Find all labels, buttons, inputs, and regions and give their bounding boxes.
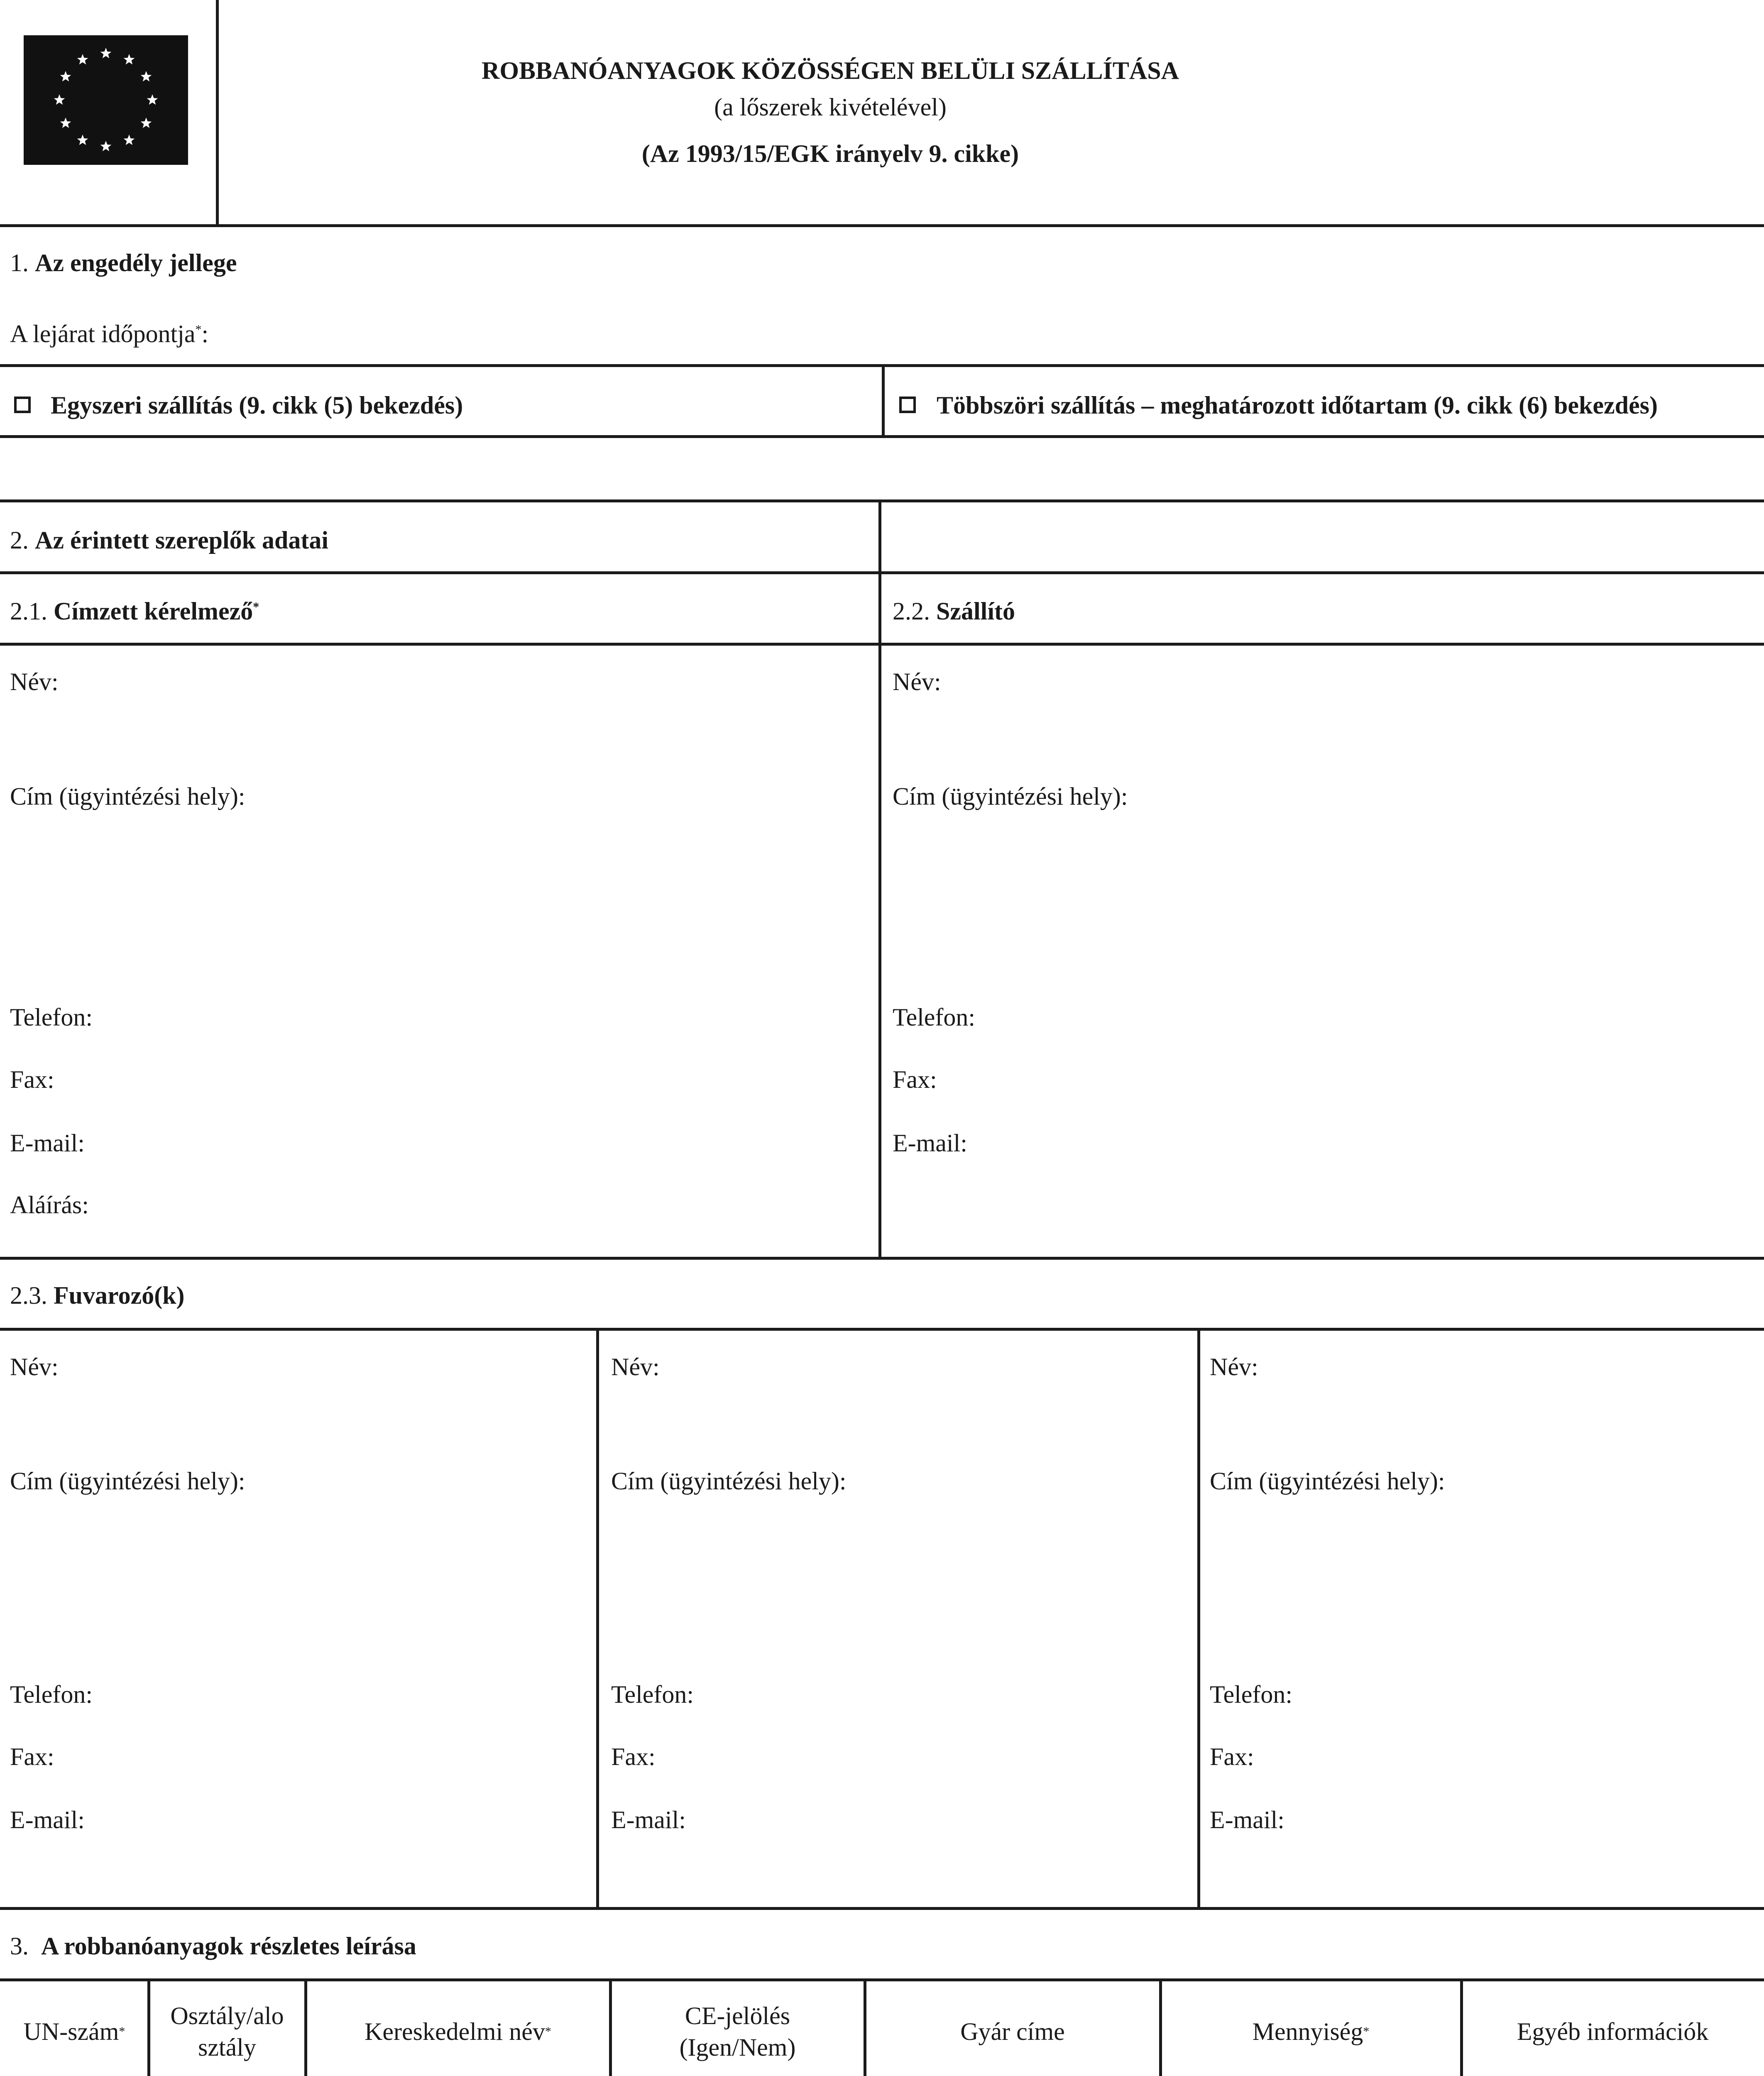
section1-heading: 1. Az engedély jellege <box>10 249 237 277</box>
applicant-phone-label: Telefon: <box>10 1004 93 1031</box>
section3-heading: 3. A robbanóanyagok részletes leírása <box>10 1932 416 1960</box>
carrier1-name-label: Név: <box>10 1353 59 1381</box>
carrier3-phone-label: Telefon: <box>1210 1681 1293 1708</box>
carrier2-name-label: Név: <box>611 1353 660 1381</box>
section23-heading: 2.3. Fuvarozó(k) <box>10 1282 185 1309</box>
table-header-class-subclass: Osztály/alo sztály <box>170 2002 284 2061</box>
carrier3-address-label: Cím (ügyintézési hely): <box>1210 1467 1445 1495</box>
section22-heading: 2.2. Szállító <box>893 597 1015 625</box>
table-header-quantity: Mennyiség * <box>1252 2017 1370 2045</box>
supplier-phone-label: Telefon: <box>893 1004 976 1031</box>
eu-flag-icon <box>24 35 188 165</box>
supplier-address-label: Cím (ügyintézési hely): <box>893 783 1128 810</box>
table-header-trade-name: Kereskedelmi név * <box>365 2017 551 2045</box>
section2-heading: 2. Az érintett szereplők adatai <box>10 526 329 554</box>
carrier1-fax-label: Fax: <box>10 1743 54 1770</box>
supplier-email-label: E-mail: <box>893 1129 967 1157</box>
supplier-name-label: Név: <box>893 668 941 695</box>
carrier1-address-label: Cím (ügyintézési hely): <box>10 1467 245 1495</box>
single-transfer-label: Egyszeri szállítás (9. cikk (5) bekezdés) <box>51 392 463 419</box>
carrier1-email-label: E-mail: <box>10 1806 85 1834</box>
carrier3-name-label: Név: <box>1210 1353 1258 1381</box>
applicant-email-label: E-mail: <box>10 1129 85 1157</box>
applicant-fax-label: Fax: <box>10 1066 54 1093</box>
multiple-transfer-label: Többszöri szállítás – meghatározott időtartam (9. cikk (6) bekezdés) <box>937 392 1658 419</box>
carrier2-address-label: Cím (ügyintézési hely): <box>611 1467 847 1495</box>
table-header-un-number: UN-szám * <box>23 2017 125 2045</box>
carrier2-fax-label: Fax: <box>611 1743 656 1770</box>
supplier-fax-label: Fax: <box>893 1066 937 1093</box>
document-subtitle: (a lőszerek kivételével) <box>714 93 947 121</box>
carrier2-email-label: E-mail: <box>611 1806 686 1834</box>
carrier1-phone-label: Telefon: <box>10 1681 93 1708</box>
applicant-signature-label: Aláírás: <box>10 1191 89 1219</box>
applicant-address-label: Cím (ügyintézési hely): <box>10 783 245 810</box>
multiple-transfer-checkbox[interactable] <box>899 397 916 413</box>
expiry-date-label: A lejárat időpontja*: <box>10 320 209 348</box>
directive-reference: (Az 1993/15/EGK irányelv 9. cikke) <box>641 140 1019 167</box>
table-header-factory-address: Gyár címe <box>960 2017 1065 2045</box>
section21-heading: 2.1. Címzett kérelmező* <box>10 597 259 625</box>
carrier3-fax-label: Fax: <box>1210 1743 1254 1770</box>
document-title: ROBBANÓANYAGOK KÖZÖSSÉGEN BELÜLI SZÁLLÍTÁSA <box>482 57 1179 84</box>
applicant-name-label: Név: <box>10 668 59 695</box>
single-transfer-checkbox[interactable] <box>14 397 31 413</box>
carrier2-phone-label: Telefon: <box>611 1681 694 1708</box>
carrier3-email-label: E-mail: <box>1210 1806 1284 1834</box>
table-header-ce-marking: CE-jelölés (Igen/Nem) <box>679 2002 796 2061</box>
table-header-other-info: Egyéb információk <box>1517 2017 1709 2045</box>
